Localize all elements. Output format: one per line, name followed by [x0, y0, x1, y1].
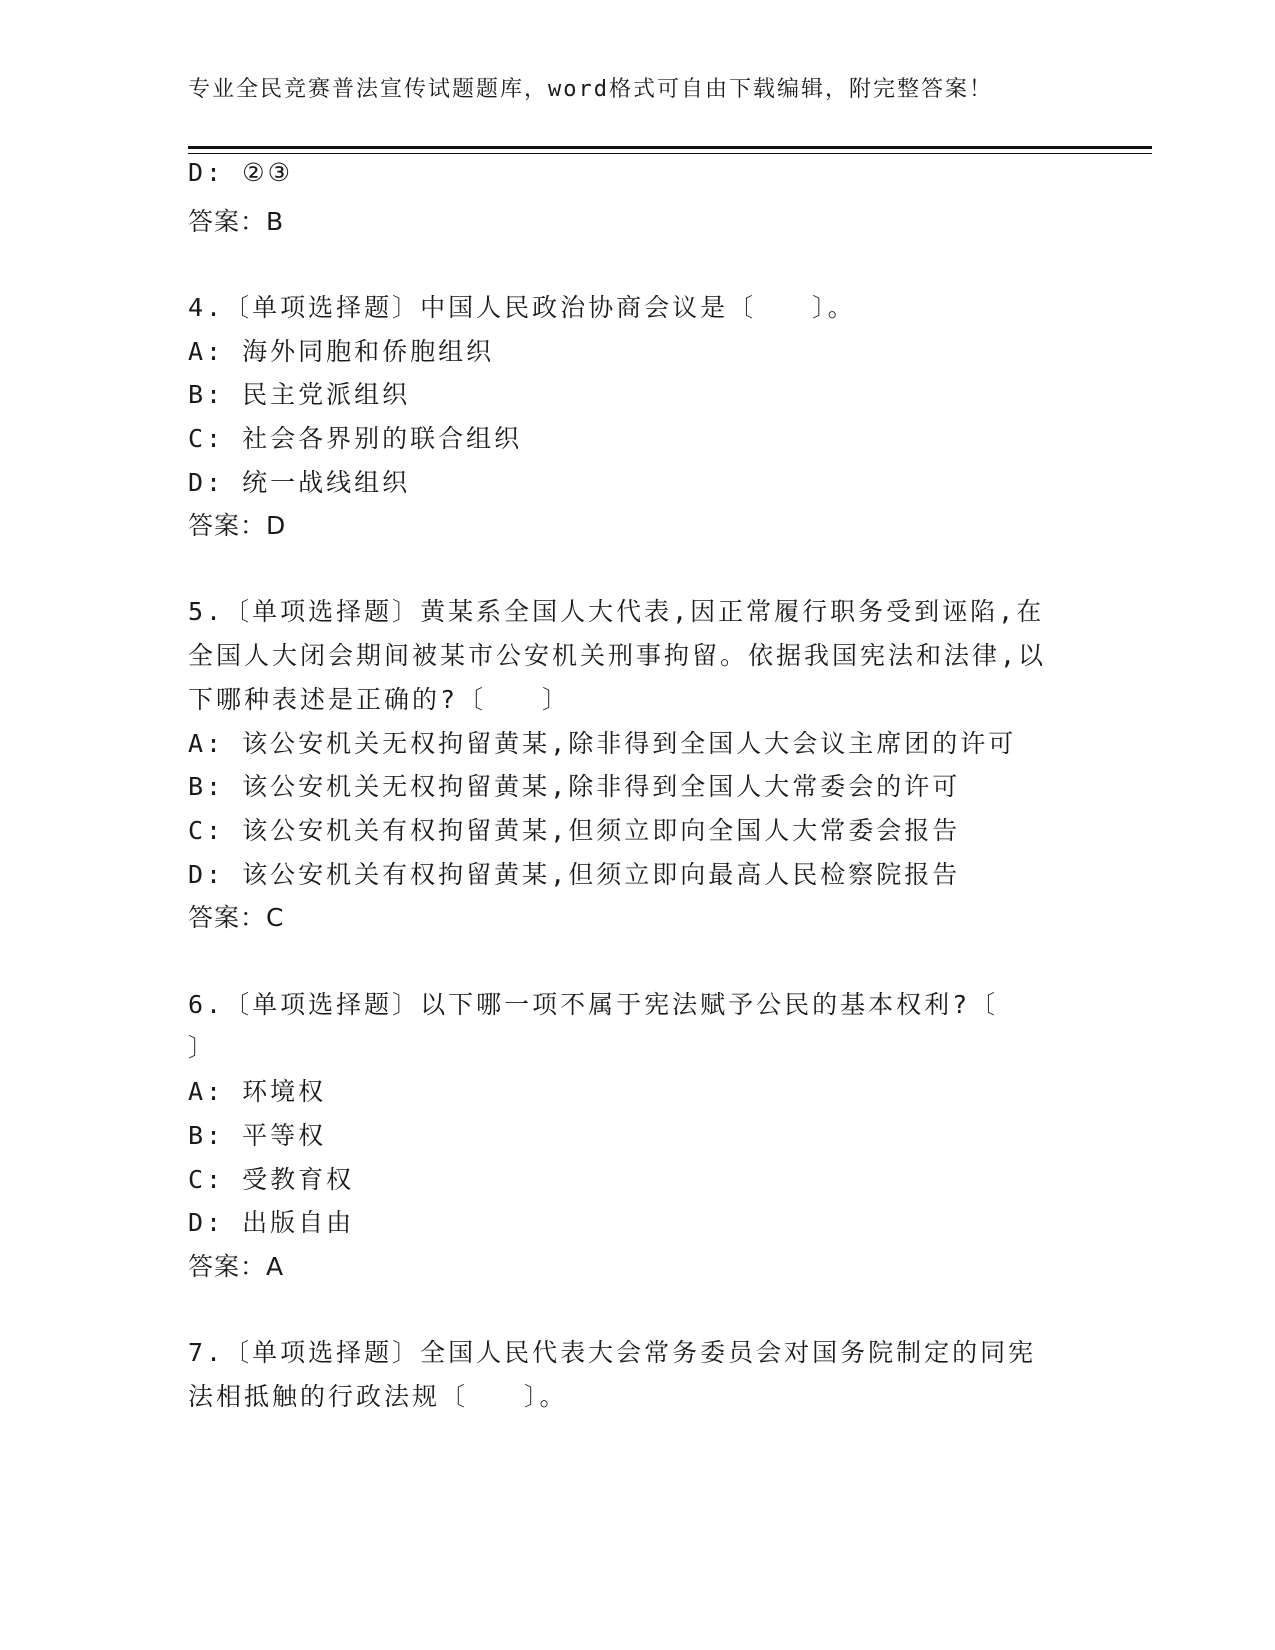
q6-option-c: C: 受教育权	[188, 1165, 355, 1194]
q3-answer: 答案：B	[188, 207, 285, 236]
q5-answer: 答案：C	[188, 903, 285, 932]
q4-option-b: B: 民主党派组织	[188, 380, 411, 409]
q5-option-c: C: 该公安机关有权拘留黄某,但须立即向全国人大常委会报告	[188, 816, 961, 845]
q4-stem: 4.〔单项选择题〕中国人民政治协商会议是〔 〕。	[188, 293, 856, 322]
q6-answer: 答案：A	[188, 1252, 285, 1281]
q5-stem-line-3: 下哪种表述是正确的?〔 〕	[188, 685, 571, 714]
q5-stem-line-2: 全国人大闭会期间被某市公安机关刑事拘留。依据我国宪法和法律,以	[188, 641, 1047, 670]
q4-option-a: A: 海外同胞和侨胞组织	[188, 337, 495, 366]
q6-stem-line-1: 6.〔单项选择题〕以下哪一项不属于宪法赋予公民的基本权利?〔	[188, 990, 999, 1019]
q7-stem-line-2: 法相抵触的行政法规〔 〕。	[188, 1382, 568, 1411]
q4-answer: 答案：D	[188, 511, 287, 540]
page-header: 专业全民竞赛普法宣传试题题库，word格式可自由下载编辑，附完整答案！	[188, 77, 993, 102]
q6-stem-line-2: 〕	[188, 1033, 217, 1062]
q7-stem-line-1: 7.〔单项选择题〕全国人民代表大会常务委员会对国务院制定的同宪	[188, 1338, 1037, 1367]
q4-option-d: D: 统一战线组织	[188, 468, 411, 497]
header-rule-thick	[188, 146, 1152, 149]
q5-stem-line-1: 5.〔单项选择题〕黄某系全国人大代表,因正常履行职务受到诬陷,在	[188, 597, 1045, 626]
q6-option-b: B: 平等权	[188, 1121, 327, 1150]
header-rule-thin	[188, 153, 1152, 154]
q5-option-b: B: 该公安机关无权拘留黄某,除非得到全国人大常委会的许可	[188, 772, 961, 801]
q5-option-a: A: 该公安机关无权拘留黄某,除非得到全国人大会议主席团的许可	[188, 729, 1017, 758]
q6-option-a: A: 环境权	[188, 1077, 327, 1106]
q4-option-c: C: 社会各界别的联合组织	[188, 424, 523, 453]
q3-option-d: D: ②③	[188, 158, 293, 187]
q5-option-d: D: 该公安机关有权拘留黄某,但须立即向最高人民检察院报告	[188, 860, 961, 889]
q6-option-d: D: 出版自由	[188, 1208, 355, 1237]
